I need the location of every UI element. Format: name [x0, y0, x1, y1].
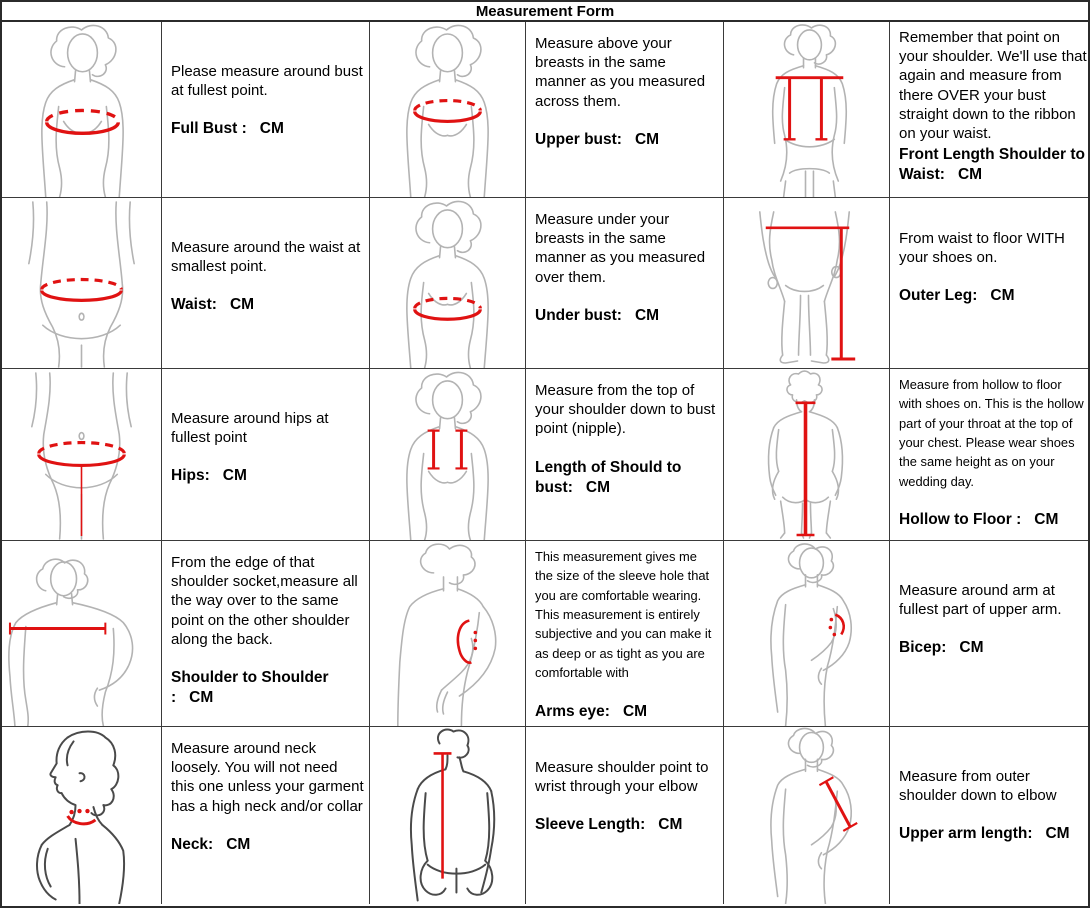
measurement-label: Length of Should to bust: [535, 458, 682, 496]
measurement-unit: CM [959, 639, 984, 657]
measurement-description: Measure from outer shoulder down to elbow [899, 768, 1057, 805]
measurement-unit: CM [259, 120, 284, 138]
front-length-cell [890, 22, 1090, 198]
measurement-label: Waist: [171, 296, 217, 314]
measurement-label-line [535, 702, 718, 722]
measurement-description: Measure around hips at fullest point [171, 410, 329, 447]
measurement-unit: CM [226, 835, 251, 853]
measurement-label-line [899, 286, 1087, 306]
measurement-label: Upper arm length: [899, 825, 1033, 843]
measurement-label: Sleeve Length: [535, 816, 646, 834]
waist-cell [162, 198, 370, 369]
upper-bust-cell [526, 22, 724, 198]
measurement-label: Upper bust: [535, 130, 622, 148]
measurement-label: Hollow to Floor : [899, 511, 1022, 529]
bicep-figure [724, 541, 890, 727]
measurement-unit: CM [189, 689, 214, 707]
measurement-description: From the edge of that shoulder socket,measure all the way over to the same point on the other shoulder along the back. [171, 554, 358, 648]
outer-leg-figure [724, 198, 890, 369]
measurement-unit: CM [634, 306, 660, 324]
outer-leg-cell [890, 198, 1090, 369]
measurement-unit: CM [658, 816, 683, 834]
shoulder-to-bust-figure [370, 369, 526, 541]
measurement-label: Under bust: [535, 306, 622, 324]
shoulder-to-shoulder-figure [2, 541, 162, 727]
measurement-description: Remember that point on your shoulder. We'll use that again and measure from there OVER your bust straight down to the ribbon on your waist. [899, 29, 1087, 142]
front-length-figure [724, 22, 890, 198]
measurement-unit: CM [622, 702, 648, 720]
measurement-description: Measure around arm at fullest part of upper arm. [899, 582, 1062, 619]
bicep-cell [890, 541, 1090, 727]
measurement-label: Full Bust : [171, 120, 247, 138]
measurement-description: From waist to floor WITH your shoes on. [899, 230, 1065, 267]
measurement-label-line [171, 466, 364, 486]
measurement-description: Measure shoulder point to wrist through your elbow [535, 759, 709, 796]
hollow-to-floor-cell [890, 369, 1090, 541]
full-bust-cell [162, 22, 370, 198]
measurement-label-line [535, 815, 718, 835]
arms-eye-cell [526, 541, 724, 727]
measurement-description: Measure under your breasts in the same manner as you measured over them. [535, 211, 706, 286]
measurement-label-line [899, 638, 1087, 658]
measurement-table [2, 22, 1088, 904]
measurement-unit: CM [222, 467, 247, 485]
measurement-label-line [171, 668, 364, 708]
measurement-description: Please measure around bust at fullest point. [171, 63, 363, 100]
measurement-description: This measurement gives me the size of the sleeve hole that you are comfortable wearing. This measurement is entirely subjective and you can make it as deep or as tight as you are comfortable with [535, 549, 712, 681]
measurement-label: Neck: [171, 835, 214, 853]
measurement-label-line [171, 295, 364, 315]
measurement-label-line [535, 130, 718, 150]
measurement-description: Measure from the top of your shoulder down to bust point (nipple). [535, 382, 716, 438]
measurement-label: Outer Leg: [899, 287, 978, 305]
measurement-label-line [899, 510, 1087, 530]
measurement-unit: CM [585, 478, 610, 496]
under-bust-figure [370, 198, 526, 369]
measurement-description: Measure from hollow to floor with shoes on. This is the hollow part of your throat at the top of your chest. Please wear shoes the same height as on your wedding day. [899, 377, 1084, 489]
arms-eye-figure [370, 541, 526, 727]
sleeve-length-figure [370, 727, 526, 904]
measurement-description: Measure around the waist at smallest point. [171, 239, 361, 276]
shoulder-to-shoulder-cell [162, 541, 370, 727]
sleeve-length-cell [526, 727, 724, 904]
measurement-label: Bicep: [899, 639, 947, 657]
shoulder-to-bust-cell [526, 369, 724, 541]
full-bust-figure [2, 22, 162, 198]
neck-figure [2, 727, 162, 904]
measurement-label-line [535, 306, 718, 326]
measurement-label: Hips: [171, 467, 210, 485]
under-bust-cell [526, 198, 724, 369]
measurement-description: Measure around neck loosely. You will not need this one unless your garment has a high neck and/or collar [171, 740, 364, 815]
measurement-label: Shoulder to Shoulder : [171, 668, 329, 707]
measurement-unit: CM [990, 287, 1015, 305]
hollow-to-floor-figure [724, 369, 890, 541]
measurement-label-line [899, 824, 1087, 844]
hips-cell [162, 369, 370, 541]
upper-arm-figure [724, 727, 890, 904]
measurement-description: Measure above your breasts in the same manner as you measured across them. [535, 35, 706, 110]
measurement-label-line [171, 119, 364, 139]
measurement-unit: CM [957, 166, 983, 184]
measurement-unit: CM [229, 296, 255, 314]
measurement-unit: CM [1045, 825, 1070, 843]
measurement-label: Front Length Shoulder to Waist: [899, 146, 1085, 184]
form-title: Measurement Form [2, 2, 1088, 22]
upper-bust-figure [370, 22, 526, 198]
hips-figure [2, 369, 162, 541]
upper-arm-cell [890, 727, 1090, 904]
measurement-label-line [535, 458, 718, 498]
measurement-unit: CM [1034, 511, 1059, 529]
measurement-label: Arms eye: [535, 702, 610, 720]
measurement-unit: CM [634, 130, 660, 148]
measurement-label-line [899, 145, 1087, 185]
waist-figure [2, 198, 162, 369]
neck-cell [162, 727, 370, 904]
measurement-label-line [171, 835, 364, 855]
